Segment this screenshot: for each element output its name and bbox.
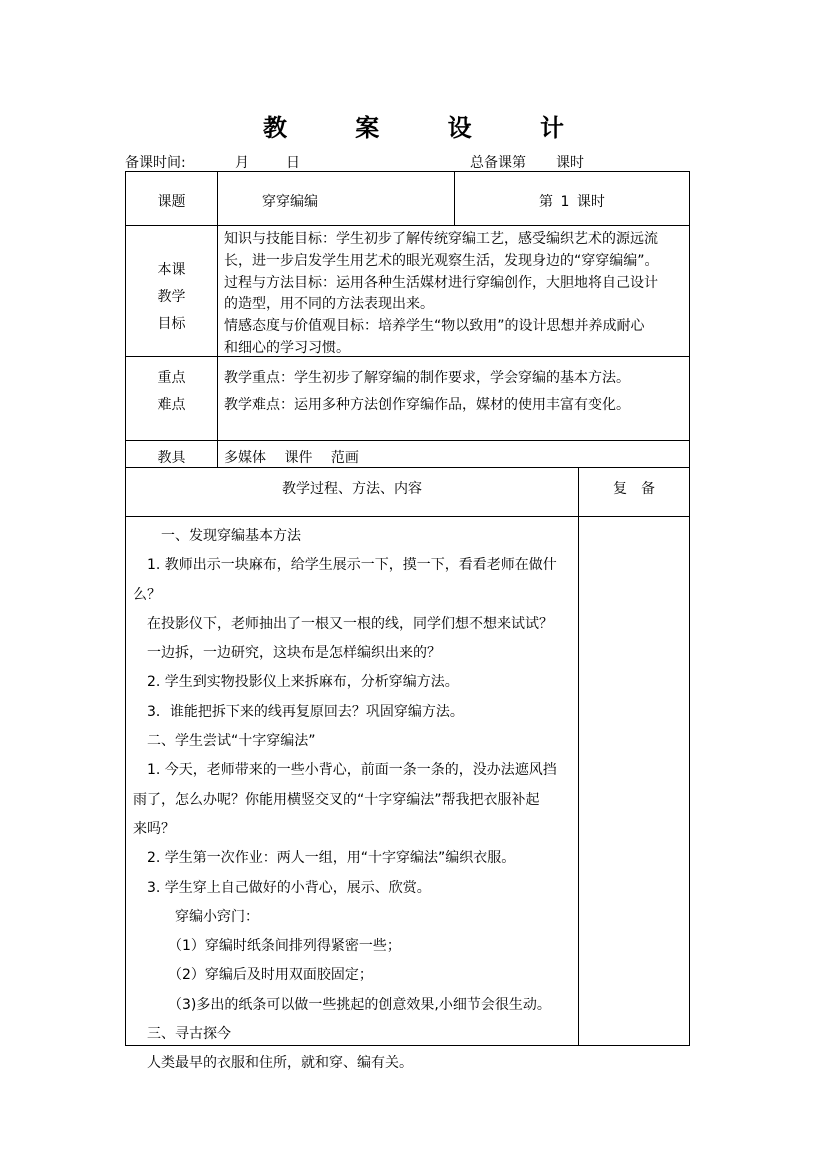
- process-line: 二、学生尝试“十字穿编法”: [133, 733, 316, 750]
- process-line: 2. 学生第一次作业：两人一组，用“十字穿编法”编织衣服。: [133, 850, 516, 867]
- goals-line: 和细心的学习习惯。: [224, 339, 350, 356]
- key-line: 教学重点：学生初步了解穿编的制作要求，学会穿编的基本方法。: [224, 370, 630, 386]
- process-line: 么？: [133, 586, 161, 603]
- goals-label-line: 教学: [157, 289, 186, 305]
- topic-value: 穿穿编编: [262, 194, 318, 210]
- goals-label-line: 目标: [157, 316, 186, 332]
- key-line: 教学难点：运用多种方法创作穿编作品，媒材的使用丰富有变化。: [224, 397, 630, 413]
- goals-line: 长，进一步启发学生用艺术的眼光观察生活，发现身边的“穿穿编编”。: [224, 252, 659, 269]
- process-line: 来吗？: [133, 820, 175, 837]
- month-label: 月: [235, 155, 249, 171]
- process-line: 3. 学生穿上自己做好的小背心，展示、欣赏。: [133, 879, 431, 896]
- process-line: 穿编小窍门：: [133, 908, 259, 925]
- period-cell: [539, 191, 679, 213]
- process-line: 3．谁能把拆下来的线再复原回去？巩固穿编方法。: [133, 703, 464, 720]
- process-line: （3)多出的纸条可以做一些挑起的创意效果,小细节会很生动。: [133, 996, 551, 1013]
- process-line: 在投影仪下，老师抽出了一根又一根的线，同学们想不想来试试？: [133, 615, 553, 632]
- key-label-line: 重点: [157, 370, 186, 386]
- goals-label: [126, 257, 217, 338]
- goals-text: [224, 229, 686, 360]
- goals-line: 情感态度与价值观目标：培养学生“物以致用”的设计思想并养成耐心: [224, 318, 645, 335]
- process-line: （1）穿编时纸条间排列得紧密一些；: [133, 938, 401, 955]
- lesson-unit-label: 课时: [556, 155, 584, 171]
- tools-label: 教具: [157, 450, 186, 466]
- document-title: 教 案 设 计: [262, 114, 595, 142]
- process-line: 一边拆，一边研究，这块布是怎样编织出来的？: [133, 645, 441, 662]
- process-line: 1. 教师出示一块麻布，给学生展示一下，摸一下，看看老师在做什: [133, 557, 557, 574]
- key-text: [224, 365, 686, 419]
- topic-label: 课题: [157, 194, 186, 210]
- process-line: 2. 学生到实物投影仪上来拆麻布，分析穿编方法。: [133, 674, 459, 691]
- process-line: 1. 今天，老师带来的一些小背心，前面一条一条的，没办法遮风挡: [133, 762, 557, 779]
- process-line: 一、发现穿编基本方法: [133, 528, 301, 544]
- tools-value: 多媒体 课件 范画: [224, 450, 359, 466]
- goals-line: 的造型，用不同的方法表现出来。: [224, 296, 434, 313]
- goals-line: 过程与方法目标：运用各种生活媒材进行穿编创作，大胆地将自己设计: [224, 274, 658, 291]
- process-content: [133, 522, 573, 1079]
- total-lesson-label: 总备课第: [470, 155, 526, 171]
- key-label: [126, 365, 217, 419]
- period-number: 1: [560, 194, 570, 210]
- goals-label-line: 本课: [157, 262, 186, 278]
- goals-line: 知识与技能目标：学生初步了解传统穿编工艺，感受编织艺术的源远流: [224, 231, 658, 247]
- day-label: 日: [286, 155, 300, 171]
- process-line: 三、寻古探今: [133, 1026, 231, 1043]
- period-prefix: 第: [539, 194, 553, 210]
- key-label-line: 难点: [157, 397, 186, 413]
- process-line: （2）穿编后及时用双面胶固定；: [133, 967, 373, 984]
- process-line: 雨了，怎么办呢？你能用横竖交叉的“十字穿编法”帮我把衣服补起: [133, 791, 540, 808]
- process-header: 教学过程、方法、内容: [282, 481, 422, 497]
- period-suffix: 课时: [576, 194, 605, 210]
- prep-time-label: 备课时间:: [125, 155, 186, 171]
- process-line: 人类最早的衣服和住所，就和穿、编有关。: [133, 1055, 413, 1072]
- review-header: 复 备: [613, 481, 655, 497]
